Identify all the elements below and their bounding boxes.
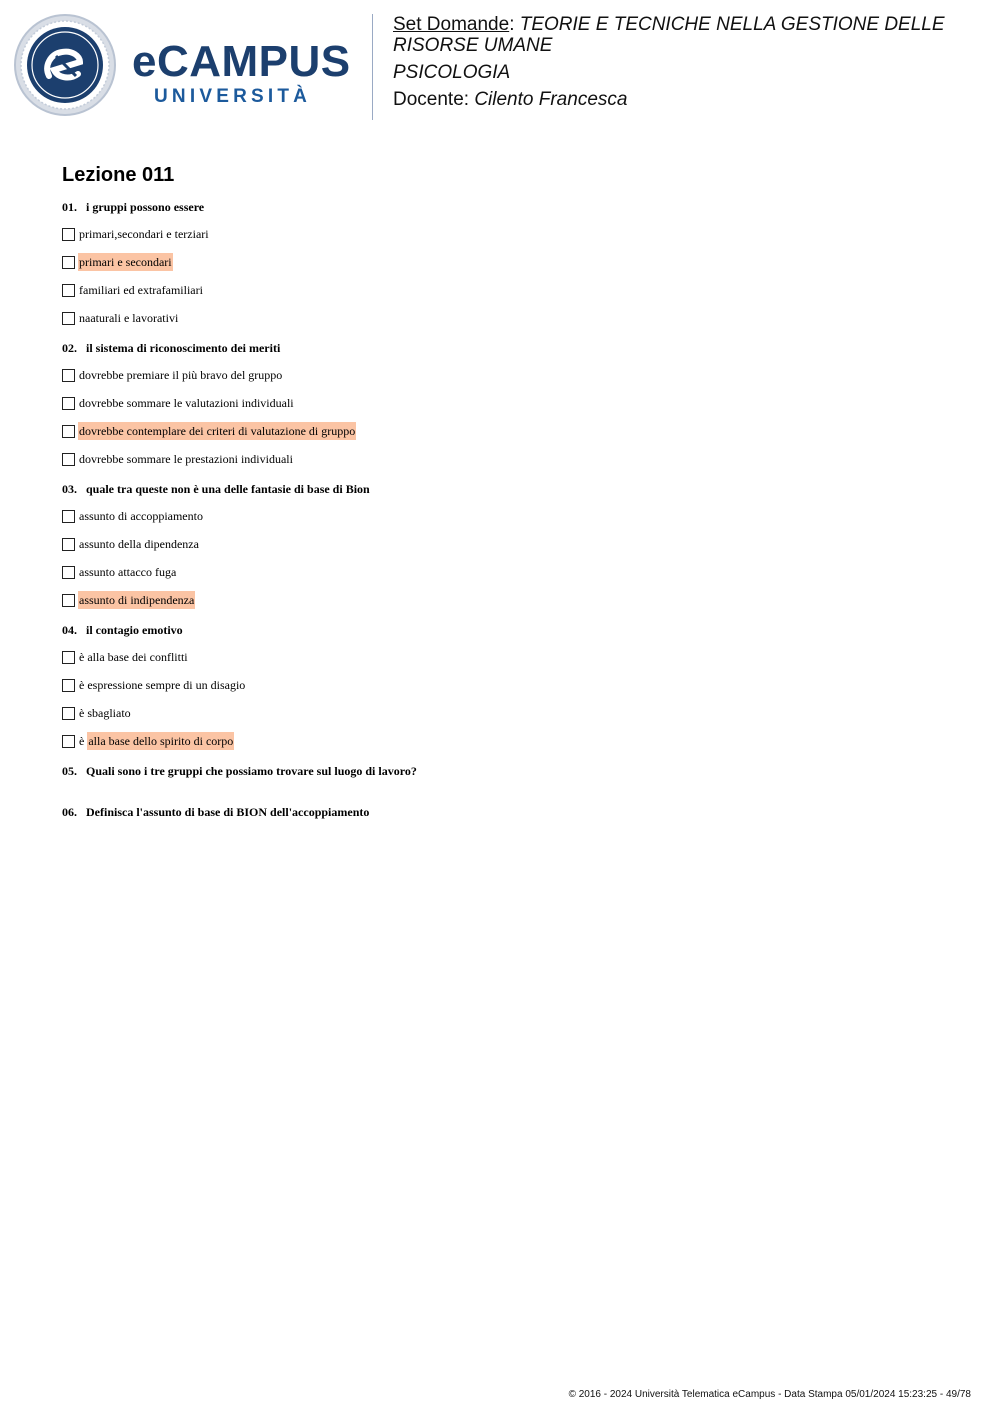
option-text: assunto attacco fuga	[79, 565, 177, 579]
checkbox[interactable]	[62, 228, 75, 241]
teacher-name: Cilento Francesca	[474, 89, 628, 110]
question-number: 02.	[62, 341, 77, 355]
checkbox[interactable]	[62, 594, 75, 607]
answer-option[interactable]	[62, 704, 962, 722]
answer-option[interactable]	[62, 394, 962, 412]
course-title-line-1	[393, 14, 983, 35]
course-header	[393, 14, 983, 116]
option-text: dovrebbe sommare le valutazioni individuali	[79, 396, 294, 410]
option-text: è alla base dei conflitti	[79, 650, 188, 664]
checkbox[interactable]	[62, 735, 75, 748]
lesson-title: Lezione 011	[62, 164, 175, 186]
question-text	[62, 764, 962, 778]
question-number: 01.	[62, 200, 77, 214]
answer-option[interactable]	[62, 225, 962, 243]
question-label: il contagio emotivo	[86, 623, 183, 637]
checkbox[interactable]	[62, 510, 75, 523]
option-text: è sbagliato	[79, 706, 131, 720]
question-label: Definisca l'assunto di base di BION dell'accoppiamento	[86, 805, 370, 819]
checkbox[interactable]	[62, 369, 75, 382]
lesson-content	[62, 163, 962, 846]
question	[62, 341, 962, 468]
brand-sub: UNIVERSITÀ	[154, 86, 312, 107]
header-divider	[372, 14, 373, 120]
option-text: naaturali e lavorativi	[79, 311, 179, 325]
page-footer: © 2016 - 2024 Università Telematica eCampus - Data Stampa 05/01/2024 15:23:25 - 49/78	[568, 1389, 971, 1400]
answer-option-correct[interactable]	[62, 732, 962, 750]
brand-main: eCAMPUS	[132, 37, 351, 86]
option-prefix: è	[79, 734, 85, 748]
answer-option[interactable]	[62, 648, 962, 666]
option-text: assunto della dipendenza	[79, 537, 199, 551]
option-text: primari e secondari	[79, 255, 172, 269]
checkbox[interactable]	[62, 707, 75, 720]
question-text	[62, 623, 962, 637]
question	[62, 200, 962, 327]
checkbox[interactable]	[62, 566, 75, 579]
answer-option[interactable]	[62, 450, 962, 468]
question-number: 06.	[62, 805, 77, 819]
option-text: dovrebbe premiare il più bravo del gruppo	[79, 368, 283, 382]
brand-wordmark	[132, 37, 351, 108]
question-label: Quali sono i tre gruppi che possiamo trovare sul luogo di lavoro?	[86, 764, 417, 778]
question	[62, 623, 962, 750]
open-question	[62, 764, 962, 778]
answer-option[interactable]	[62, 563, 962, 581]
checkbox[interactable]	[62, 679, 75, 692]
answer-option[interactable]	[62, 309, 962, 327]
checkbox[interactable]	[62, 453, 75, 466]
question-text	[62, 805, 962, 819]
question	[62, 482, 962, 609]
answer-option-correct[interactable]	[62, 253, 962, 271]
answer-option[interactable]	[62, 281, 962, 299]
checkbox[interactable]	[62, 284, 75, 297]
course-title-1: TEORIE E TECNICHE NELLA GESTIONE DELLE	[519, 14, 945, 35]
answer-option[interactable]	[62, 507, 962, 525]
option-text: primari,secondari e terziari	[79, 227, 209, 241]
question-number: 03.	[62, 482, 77, 496]
question-label: quale tra queste non è una delle fantasie di base di Bion	[86, 482, 370, 496]
checkbox[interactable]	[62, 651, 75, 664]
answer-option[interactable]	[62, 366, 962, 384]
set-label: Set Domande	[393, 14, 510, 35]
question-label: i gruppi possono essere	[86, 200, 205, 214]
course-title-2: RISORSE UMANE	[393, 35, 553, 56]
question-text	[62, 200, 962, 214]
question-number: 05.	[62, 764, 77, 778]
option-text: è espressione sempre di un disagio	[79, 678, 246, 692]
checkbox[interactable]	[62, 425, 75, 438]
teacher-label: Docente:	[393, 89, 470, 110]
option-text: alla base dello spirito di corpo	[88, 734, 234, 748]
university-seal-icon	[14, 14, 116, 116]
answer-option[interactable]	[62, 535, 962, 553]
answer-option-correct[interactable]	[62, 591, 962, 609]
subject: PSICOLOGIA	[393, 62, 511, 83]
answer-option[interactable]	[62, 676, 962, 694]
checkbox[interactable]	[62, 312, 75, 325]
question-text	[62, 341, 962, 355]
checkbox[interactable]	[62, 397, 75, 410]
option-text: dovrebbe contemplare dei criteri di valutazione di gruppo	[79, 424, 356, 438]
answer-option-correct[interactable]	[62, 422, 962, 440]
option-text: assunto di indipendenza	[79, 593, 195, 607]
ecampus-logo	[14, 14, 359, 116]
question-label: il sistema di riconoscimento dei meriti	[86, 341, 281, 355]
teacher-line	[393, 89, 983, 110]
option-text: familiari ed extrafamiliari	[79, 283, 203, 297]
question-text	[62, 482, 962, 496]
option-text: assunto di accoppiamento	[79, 509, 203, 523]
set-separator: :	[509, 14, 515, 35]
checkbox[interactable]	[62, 256, 75, 269]
question-number: 04.	[62, 623, 77, 637]
open-question	[62, 805, 962, 819]
option-text: dovrebbe sommare le prestazioni individuali	[79, 452, 293, 466]
checkbox[interactable]	[62, 538, 75, 551]
